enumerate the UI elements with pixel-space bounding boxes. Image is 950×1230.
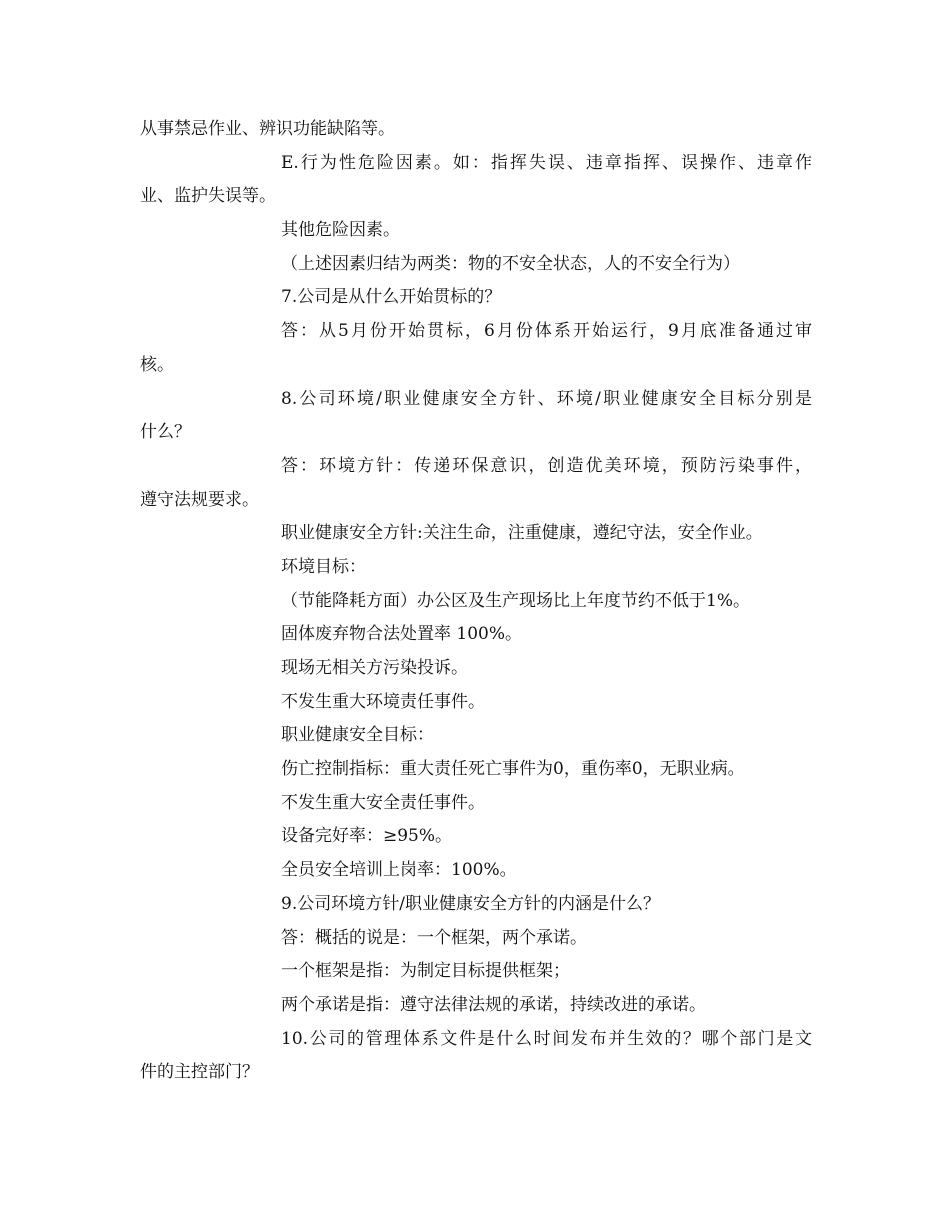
text-line: 全员安全培训上岗率：100%。	[281, 860, 517, 881]
text-line: 不发生重大安全责任事件。	[281, 792, 485, 813]
text-line: 什么？	[140, 422, 191, 443]
text-line: 职业健康安全方针:关注生命，注重健康，遵纪守法，安全作业。	[281, 523, 763, 544]
text-line: 环境目标：	[281, 556, 366, 577]
text-line: 业、监护失误等。	[140, 186, 276, 207]
question-heading: 8.公司环境/职业健康安全方针、环境/职业健康安全目标分别是	[281, 388, 812, 409]
text-line: 职业健康安全目标：	[281, 725, 434, 746]
text-line: 从事禁忌作业、辨识功能缺陷等。	[140, 119, 395, 139]
document-body	[140, 113, 812, 1090]
text-line: 答：环境方针：传递环保意识，创造优美环境，预防污染事件，	[281, 455, 812, 476]
text-line: 不发生重大环境责任事件。	[281, 691, 485, 712]
text-line: 答：从5月份开始贯标，6月份体系开始运行，9月底准备通过审	[281, 321, 812, 342]
text-line: 设备完好率：≥95%。	[281, 826, 453, 847]
question-heading: 10.公司的管理体系文件是什么时间发布并生效的？哪个部门是文	[281, 1028, 812, 1049]
text-line: 遵守法规要求。	[140, 489, 259, 510]
question-heading: 9.公司环境方针/职业健康安全方针的内涵是什么？	[281, 893, 660, 914]
text-line: 固体废弃物合法处置率 100%。	[281, 624, 523, 645]
text-line: 两个承诺是指：遵守法律法规的承诺，持续改进的承诺。	[281, 994, 706, 1015]
text-line: 一个框架是指：为制定目标提供框架；	[281, 961, 570, 982]
text-line: 核。	[140, 354, 174, 375]
question-heading: 7.公司是从什么开始贯标的？	[281, 287, 502, 308]
text-line: 答：概括的说是：一个框架，两个承诺。	[281, 927, 587, 948]
text-line: 件的主控部门？	[140, 1062, 259, 1083]
text-line: （节能降耗方面）办公区及生产现场比上年度节约不低于1%。	[281, 590, 750, 611]
text-line: 伤亡控制指标：重大责任死亡事件为0，重伤率0，无职业病。	[281, 759, 745, 780]
text-line: 现场无相关方污染投诉。	[281, 658, 468, 678]
text-line: E.行为性危险因素。如：指挥失误、违章指挥、误操作、违章作	[281, 152, 812, 173]
text-line: 其他危险因素。	[281, 220, 400, 241]
text-line: （上述因素归结为两类：物的不安全状态，人的不安全行为）	[281, 253, 740, 274]
